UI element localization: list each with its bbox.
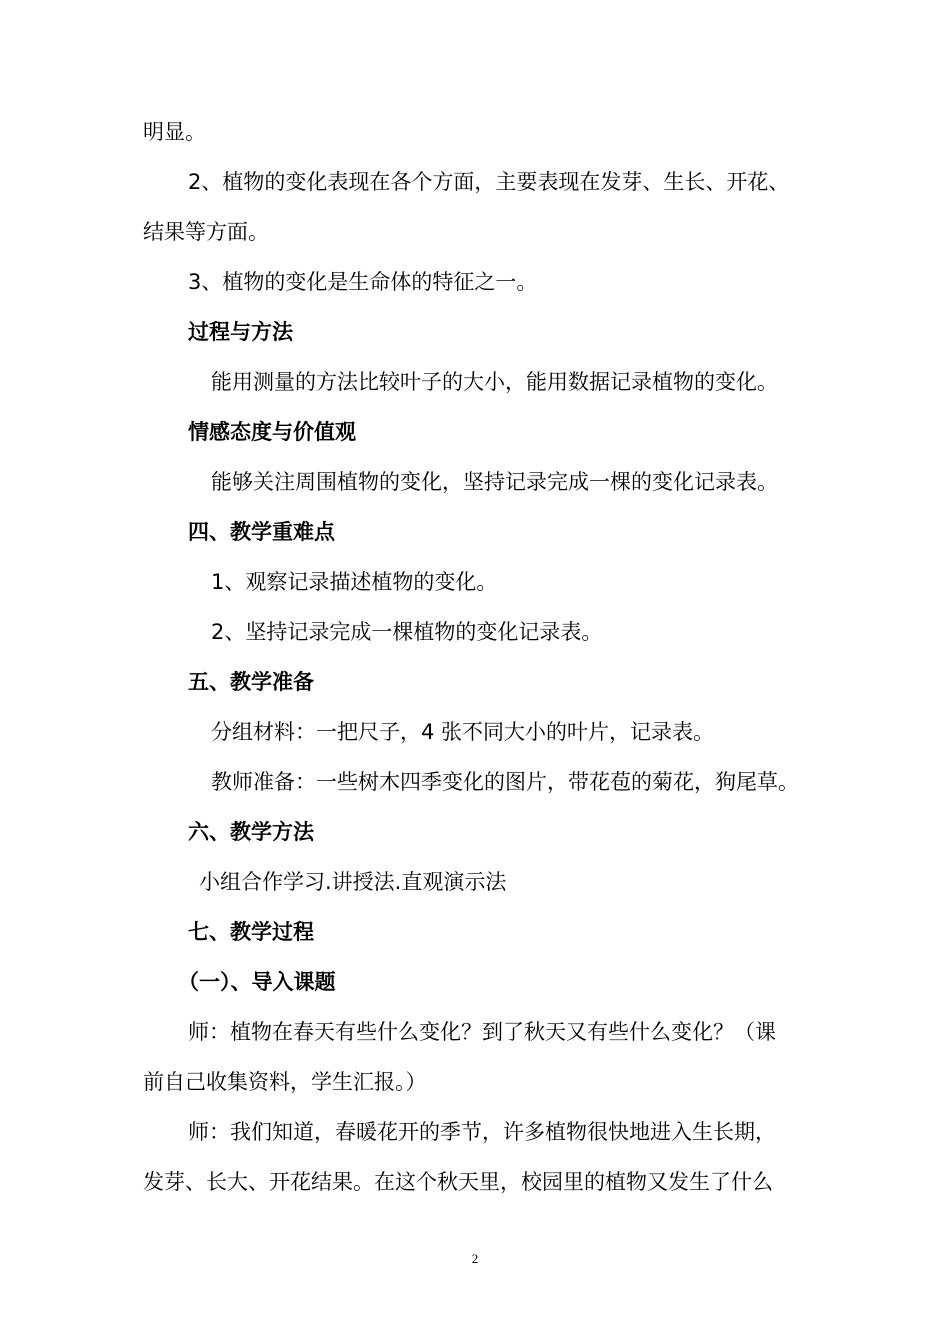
paragraph-line: 能够关注周围植物的变化，坚持记录完成一棵的变化记录表。: [211, 470, 778, 494]
section-heading: 五、教学准备: [188, 670, 314, 694]
list-item: 1、观察记录描述植物的变化。: [211, 570, 498, 594]
paragraph-line: 明显。: [143, 120, 206, 144]
paragraph-line: 发芽、长大、开花结果。在这个秋天里，校园里的植物又发生了什么: [143, 1170, 773, 1194]
paragraph-line: 小组合作学习.讲授法.直观演示法: [199, 870, 507, 894]
section-heading: 过程与方法: [188, 320, 293, 344]
section-heading: 七、教学过程: [188, 920, 314, 944]
paragraph-line: 师：植物在春天有些什么变化？到了秋天又有些什么变化？（课: [188, 1020, 776, 1044]
paragraph-line: 师：我们知道，春暖花开的季节，许多植物很快地进入生长期，: [188, 1120, 776, 1144]
list-item: 2、坚持记录完成一棵植物的变化记录表。: [211, 620, 603, 644]
paragraph-line: 3、植物的变化是生命体的特征之一。: [188, 270, 538, 294]
subsection-heading: （一）、导入课题: [178, 970, 336, 994]
paragraph-line: 教师准备：一些树木四季变化的图片，带花苞的菊花，狗尾草。: [211, 770, 799, 794]
paragraph-line: 前自己收集资料，学生汇报。）: [143, 1070, 427, 1094]
paragraph-line: 能用测量的方法比较叶子的大小，能用数据记录植物的变化。: [211, 370, 778, 394]
page-number: 2: [471, 1251, 479, 1266]
paragraph-line: 2、植物的变化表现在各个方面，主要表现在发芽、生长、开花、: [188, 170, 790, 194]
paragraph-line: 分组材料：一把尺子，4 张不同大小的叶片，记录表。: [211, 720, 715, 744]
section-heading: 六、教学方法: [188, 820, 314, 844]
paragraph-line: 结果等方面。: [143, 220, 269, 244]
section-heading: 四、教学重难点: [188, 520, 335, 544]
section-heading: 情感态度与价值观: [188, 420, 356, 444]
